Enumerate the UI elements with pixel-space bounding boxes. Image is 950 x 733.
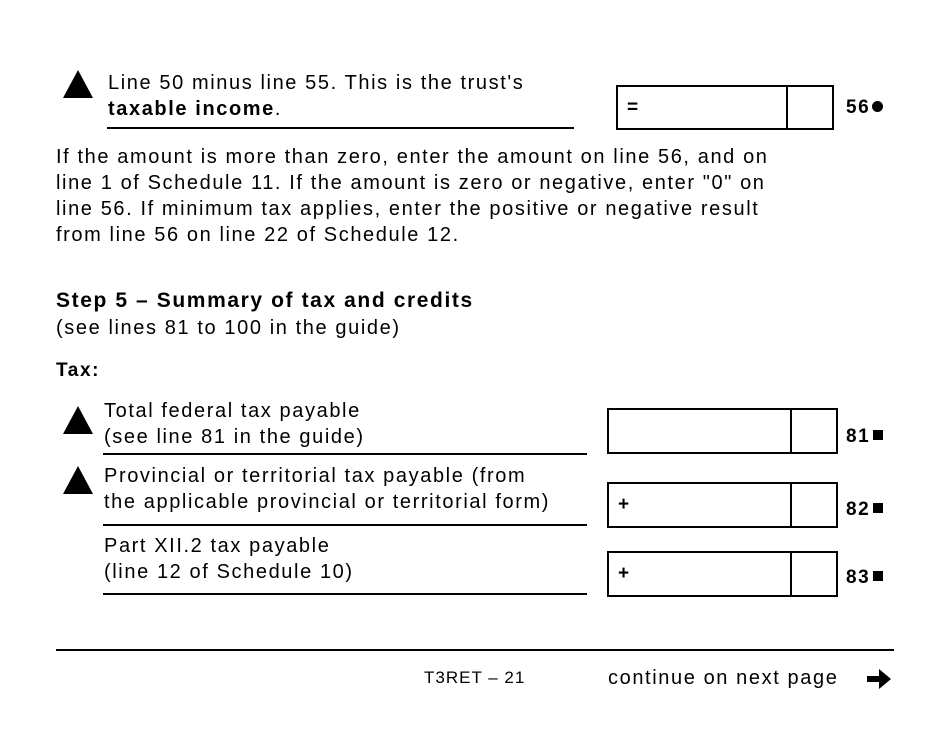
continue-next-page[interactable]: [608, 665, 838, 691]
square-bullet-icon: [873, 503, 883, 513]
line56-number: 56: [846, 97, 883, 119]
cents-divider: [790, 484, 792, 526]
tax-label: Tax:: [56, 360, 101, 381]
note-line: from line 56 on line 22 of Schedule 12.: [56, 224, 460, 246]
warning-triangle-icon: [63, 466, 93, 494]
note-line: If the amount is more than zero, enter the amount on line 56, and on: [56, 146, 769, 168]
line81-number: 81: [846, 426, 883, 448]
line82-underline: [103, 524, 587, 526]
line82-amount-field[interactable]: [607, 482, 838, 528]
note-line: line 56. If minimum tax applies, enter the positive or negative result: [56, 198, 760, 220]
step5-subheading: (see lines 81 to 100 in the guide): [56, 317, 401, 339]
line83-sign: +: [618, 563, 630, 584]
line83-description: Part XII.2 tax payable (line 12 of Schedule 10): [104, 535, 354, 583]
line56-text-line1: Line 50 minus line 55. This is the trust's: [108, 72, 525, 94]
line81-amount-field[interactable]: [607, 408, 838, 454]
line83-number: 83: [846, 567, 883, 589]
footer-rule: [56, 649, 894, 651]
line83-underline: [103, 593, 587, 595]
line82-description: Provincial or territorial tax payable (from the applicable provincial or territorial form): [104, 465, 550, 513]
page-label: T3RET – 21: [424, 668, 526, 687]
warning-triangle-icon: [63, 70, 93, 98]
line56-amount-field[interactable]: [616, 85, 834, 130]
square-bullet-icon: [873, 571, 883, 581]
line56-text-end: .: [274, 98, 283, 120]
cents-divider: [786, 87, 788, 128]
line83-amount-field[interactable]: [607, 551, 838, 597]
arrow-right-icon: [865, 667, 893, 691]
line56-description: [108, 70, 524, 122]
line56-note: [56, 144, 769, 248]
line81-description: Total federal tax payable (see line 81 in the guide): [104, 400, 365, 448]
line81-underline: [103, 453, 587, 455]
line56-underline: [107, 127, 574, 129]
bullet-dot-icon: [872, 101, 883, 112]
line82-sign: +: [618, 494, 630, 515]
line56-sign: =: [627, 97, 639, 118]
cents-divider: [790, 410, 792, 452]
line82-number: 82: [846, 499, 883, 521]
step5-heading: Step 5 – Summary of tax and credits: [56, 289, 474, 312]
line56-taxable-income: taxable income: [108, 98, 275, 120]
note-line: line 1 of Schedule 11. If the amount is zero or negative, enter "0" on: [56, 172, 766, 194]
square-bullet-icon: [873, 430, 883, 440]
continue-text: continue on next page: [608, 667, 839, 689]
cents-divider: [790, 553, 792, 595]
warning-triangle-icon: [63, 406, 93, 434]
